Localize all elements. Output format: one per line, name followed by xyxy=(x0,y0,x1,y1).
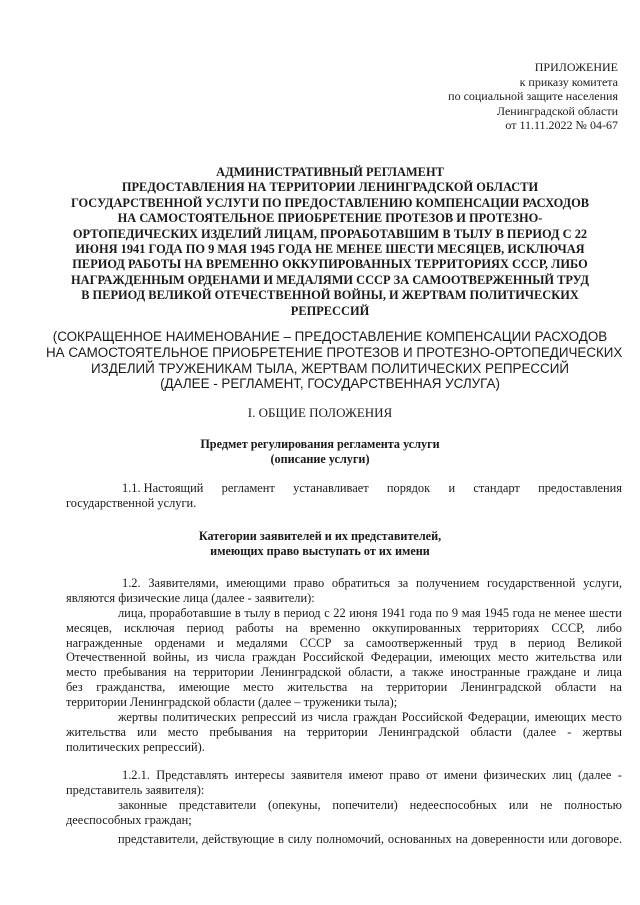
text-line: Ленинградской области xyxy=(496,103,618,118)
word: медалями xyxy=(236,635,288,650)
word: Заявителями, xyxy=(148,576,219,590)
word: пребывания xyxy=(209,724,273,739)
paragraph-line: дееспособных граждан; xyxy=(66,812,192,827)
word: место xyxy=(66,665,97,680)
word: гражданства, xyxy=(96,679,166,694)
text-line: к приказу комитета xyxy=(519,74,618,89)
paragraph-line: являются физические лица (далее - заявители): xyxy=(66,590,315,605)
word: (опекуны, xyxy=(268,798,321,812)
paragraph-line: представитель заявителя): xyxy=(66,782,205,797)
paragraph-line xyxy=(66,725,622,740)
word: имеющие xyxy=(178,679,230,694)
word: период xyxy=(527,635,565,650)
paragraph-representatives xyxy=(66,832,622,847)
word: обратиться xyxy=(331,576,391,590)
word: место xyxy=(243,679,274,694)
word: право xyxy=(293,576,325,590)
word: регламент xyxy=(221,481,275,495)
paragraph-line: государственной услуги. xyxy=(66,495,197,510)
word: временно xyxy=(309,620,361,635)
paragraph-line xyxy=(66,680,622,695)
word: - xyxy=(617,768,622,782)
word: жертвы xyxy=(118,710,158,724)
text-line: от 11.11.2022 № 04-67 xyxy=(505,118,618,133)
word: законные xyxy=(118,798,168,812)
paragraph-line: политических репрессий). xyxy=(66,739,205,754)
word: в xyxy=(278,832,284,846)
word: политических xyxy=(162,710,237,724)
text-line: НАГРАЖДЕННЫМ ОРДЕНАМИ И МЕДАЛЯМИ СССР ЗА САМООТВЕРЖЕННЫЙ ТРУД xyxy=(71,272,589,287)
text-line: ПРЕДОСТАВЛЕНИЯ НА ТЕРРИТОРИИ ЛЕНИНГРАДСКОЙ ОБЛАСТИ xyxy=(121,180,539,195)
text-line: ПРИЛОЖЕНИЕ xyxy=(534,60,618,74)
word: из xyxy=(301,710,313,724)
word: на xyxy=(609,679,622,694)
paragraph-repression-victims xyxy=(66,710,622,754)
text-line: (СОКРАЩЕННОЕ НАИМЕНОВАНИЕ – ПРЕДОСТАВЛЕНИЕ КОМПЕНСАЦИИ РАСХОДОВ xyxy=(52,329,608,344)
word: не xyxy=(538,606,551,620)
word: не xyxy=(540,798,553,812)
word: место xyxy=(591,710,622,724)
word: области xyxy=(470,724,512,739)
word: Ленинградской xyxy=(460,679,542,694)
word: мая xyxy=(461,606,481,620)
word: СССР xyxy=(299,635,332,650)
word: лица xyxy=(596,665,622,680)
word: на xyxy=(283,724,296,739)
word: территории xyxy=(306,724,368,739)
word: договоре. xyxy=(571,832,622,846)
word: имеющими xyxy=(226,576,287,590)
word: действующие xyxy=(202,832,275,846)
word: из xyxy=(196,650,208,665)
word: на xyxy=(360,679,373,694)
word: порядок xyxy=(386,481,431,495)
word: проработавшие xyxy=(149,606,232,620)
word: Ленинградской xyxy=(378,724,460,739)
word: или xyxy=(602,650,622,665)
subheading-applicants xyxy=(0,529,640,559)
word: Российской xyxy=(302,650,364,665)
word: июня xyxy=(349,606,378,620)
word: работы xyxy=(235,620,274,635)
word: основанных xyxy=(387,832,452,846)
word: 1.1. Настоящий xyxy=(122,481,204,495)
word: Великой xyxy=(577,635,622,650)
word: СССР, xyxy=(551,620,585,635)
word: 1941 xyxy=(381,606,406,620)
word: заявителя xyxy=(290,768,343,782)
paragraph-1-2 xyxy=(66,576,622,606)
word: и xyxy=(217,635,224,650)
word: и xyxy=(448,481,456,495)
subheading-subject xyxy=(0,437,640,467)
word: 1945 xyxy=(484,606,510,620)
word: интересы xyxy=(234,768,285,782)
word: 1.2.1. xyxy=(122,768,150,782)
word: граждан xyxy=(251,650,296,665)
paragraph-line xyxy=(66,576,622,591)
word: либо xyxy=(596,620,622,635)
text-line: по социальной защите населения xyxy=(448,89,618,104)
word: иностранные xyxy=(450,665,520,680)
word: войны, xyxy=(152,650,190,665)
word: числа xyxy=(214,650,246,665)
word: полномочий, xyxy=(316,832,384,846)
word: на xyxy=(173,665,186,680)
word: также xyxy=(412,665,444,680)
paragraph-1-2-1 xyxy=(66,768,622,798)
word: период xyxy=(283,606,321,620)
word: по xyxy=(435,606,449,620)
word: имеют xyxy=(348,768,384,782)
word: труд xyxy=(474,635,498,650)
word: или xyxy=(548,832,568,846)
paragraph-home-front-workers xyxy=(66,606,622,710)
word: стандарт xyxy=(473,481,520,495)
word: представители xyxy=(178,798,257,812)
paragraph-line xyxy=(66,621,622,636)
document-title xyxy=(52,165,608,319)
word: граждане xyxy=(527,665,577,680)
word: области xyxy=(554,679,597,694)
word: территории xyxy=(386,679,448,694)
word: года xyxy=(512,606,536,620)
word: шести xyxy=(588,606,622,620)
word: а xyxy=(399,665,406,680)
word: на xyxy=(285,620,298,635)
word: устанавливает xyxy=(293,481,369,495)
paragraph-line xyxy=(66,606,622,621)
word: место xyxy=(167,724,199,739)
word: года xyxy=(409,606,432,620)
text-line: ПЕРИОД РАБОТЫ НА ВРЕМЕННО ОККУПИРОВАННЫХ ТЕРРИТОРИЯХ СССР, ЛИБО xyxy=(72,257,588,272)
text-line: АДМИНИСТРАТИВНЫЙ РЕГЛАМЕНТ xyxy=(216,165,444,179)
word: за xyxy=(397,576,409,590)
word: Федерации, xyxy=(370,650,433,665)
word: имени xyxy=(443,768,478,782)
word: Федерации, xyxy=(467,710,530,724)
word: право xyxy=(389,768,420,782)
word: месяцев, xyxy=(66,620,112,635)
word: Представлять xyxy=(156,768,229,782)
word: территории xyxy=(192,665,254,680)
paragraph-line xyxy=(66,832,622,847)
word: 22 xyxy=(333,606,346,620)
word: или xyxy=(508,798,529,812)
word: лиц xyxy=(552,768,572,782)
paragraph-line xyxy=(66,650,622,665)
paragraph-line xyxy=(66,665,622,680)
text-line: (ДАЛЕЕ - РЕГЛАМЕНТ, ГОСУДАРСТВЕННАЯ УСЛУГА) xyxy=(160,376,500,392)
short-name-block xyxy=(46,329,623,392)
word: попечители) xyxy=(332,798,398,812)
paragraph-line xyxy=(66,710,622,725)
word: области, xyxy=(348,665,393,680)
word: и xyxy=(583,665,590,680)
text-line: Предмет регулирования регламента услуги xyxy=(200,437,440,451)
word: имеющих xyxy=(439,650,491,665)
text-line: РЕПРЕССИЙ xyxy=(290,303,370,318)
word: жительства xyxy=(66,724,127,739)
text-line: ИЮНЯ 1941 ГОДА ПО 9 МАЯ 1945 ГОДА НЕ МЕНЕЕ ШЕСТИ МЕСЯЦЕВ, ИСКЛЮЧАЯ xyxy=(75,242,585,257)
word: (далее xyxy=(522,724,557,739)
word: полностью xyxy=(564,798,622,812)
paragraph-1-1 xyxy=(66,481,622,511)
word: граждан xyxy=(352,710,397,724)
word: государственной xyxy=(487,576,576,590)
word: место xyxy=(497,650,529,665)
word: самоотверженный xyxy=(366,635,463,650)
word: тылу xyxy=(244,606,271,620)
paragraph-line xyxy=(66,798,622,813)
word: предоставления xyxy=(538,481,622,495)
paragraph-line xyxy=(66,768,622,783)
word: Российской xyxy=(401,710,463,724)
word: от xyxy=(426,768,438,782)
word: орденами xyxy=(154,635,206,650)
word: имеющих xyxy=(534,710,587,724)
text-line: ГОСУДАРСТВЕННОЙ УСЛУГИ ПО ПРЕДОСТАВЛЕНИЮ КОМПЕНСАЦИИ РАСХОДОВ xyxy=(70,195,590,210)
word: числа xyxy=(317,710,348,724)
word: лица, xyxy=(118,606,147,620)
text-line: НА САМОСТОЯТЕЛЬНОЕ ПРИОБРЕТЕНИЕ ПРОТЕЗОВ И ПРОТЕЗНО-ОРТОПЕДИЧЕСКИХ xyxy=(46,344,623,360)
word: - xyxy=(567,724,572,739)
text-line: имеющих право выступать от их имени xyxy=(210,544,430,559)
paragraph-line xyxy=(66,481,622,496)
word: (далее xyxy=(578,768,612,782)
word: Ленинградской xyxy=(260,665,342,680)
text-line: ИЗДЕЛИЙ ТРУЖЕНИКАМ ТЫЛА, ЖЕРТВАМ ПОЛИТИЧЕСКИХ РЕПРЕССИЙ xyxy=(91,360,569,376)
word: Отечественной xyxy=(66,650,146,665)
text-line: ОРТОПЕДИЧЕСКИХ ИЗДЕЛИЙ ЛИЦАМ, ПРОРАБОТАВШИМ В ТЫЛУ В ПЕРИОД С 22 xyxy=(72,226,588,241)
word: 1.2. xyxy=(122,576,141,590)
word: недееспособных xyxy=(409,798,497,812)
word: в xyxy=(274,606,280,620)
word: представители, xyxy=(118,832,199,846)
section-title: I. ОБЩИЕ ПОЛОЖЕНИЯ xyxy=(247,405,393,420)
paragraph-line xyxy=(66,636,622,651)
word: получением xyxy=(415,576,480,590)
word: силу xyxy=(287,832,313,846)
word: жительства xyxy=(287,679,348,694)
word: за xyxy=(343,635,354,650)
word: период xyxy=(186,620,224,635)
word: репрессий xyxy=(241,710,297,724)
word: в xyxy=(509,635,516,650)
word: услуги, xyxy=(583,576,622,590)
word: 9 xyxy=(451,606,459,620)
paragraph-legal-representatives xyxy=(66,798,622,828)
word: пребывания xyxy=(103,665,167,680)
text-line: Категории заявителей и их представителей, xyxy=(198,529,442,543)
appendix-block xyxy=(358,60,618,133)
paragraph-line: территории Ленинградской области (далее – труженики тыла); xyxy=(66,694,398,709)
word: исключая xyxy=(124,620,175,635)
word: жительства xyxy=(535,650,596,665)
word: без xyxy=(66,679,83,694)
word: территориях xyxy=(473,620,540,635)
word: на xyxy=(455,832,468,846)
word: физических xyxy=(483,768,547,782)
word: награжденные xyxy=(66,635,143,650)
word: менее xyxy=(554,606,586,620)
word: в xyxy=(234,606,241,620)
text-line: В ПЕРИОД ВЕЛИКОЙ ОТЕЧЕСТВЕННОЙ ВОЙНЫ, И ЖЕРТВАМ ПОЛИТИЧЕСКИХ xyxy=(81,288,579,303)
word: жертвы xyxy=(582,724,622,739)
text-line: (описание услуги) xyxy=(270,452,370,467)
word: или xyxy=(137,724,157,739)
word: с xyxy=(324,606,330,620)
word: оккупированных xyxy=(372,620,462,635)
word: доверенности xyxy=(471,832,545,846)
text-line: НА САМОСТОЯТЕЛЬНОЕ ПРИОБРЕТЕНИЕ ПРОТЕЗОВ И ПРОТЕЗНО- xyxy=(117,211,543,226)
